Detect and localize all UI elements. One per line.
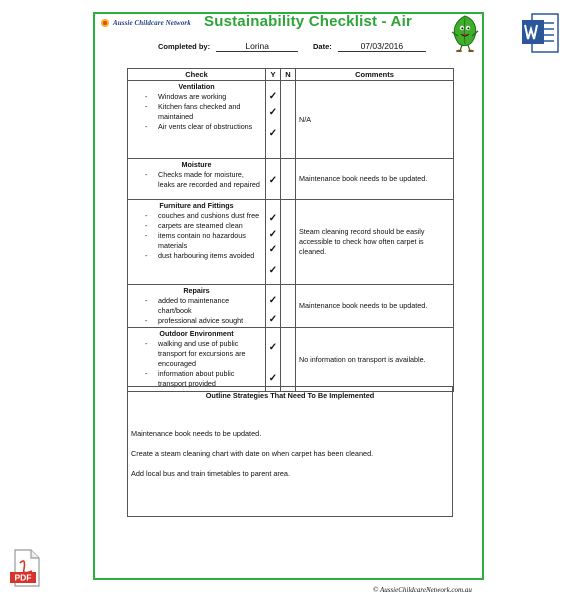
column-header-comments: Comments — [296, 69, 454, 81]
yes-cell — [266, 159, 281, 200]
check-cell — [128, 285, 266, 328]
tick-icon: ✓ — [268, 229, 278, 240]
table-row — [128, 285, 454, 328]
comment-text: Maintenance book needs to be updated. — [299, 174, 428, 183]
strategies-title: Outline Strategies That Need To Be Implemented — [205, 391, 375, 400]
tick-icon: ✓ — [268, 314, 278, 325]
yes-cell — [266, 328, 281, 392]
word-document-icon[interactable] — [520, 11, 560, 55]
check-item: - Air vents clear of obstructions — [128, 122, 265, 132]
no-cell — [281, 328, 296, 392]
check-item: - carpets are steamed clean — [128, 221, 265, 231]
tick-icon: ✓ — [268, 175, 278, 186]
section-title: Repairs — [183, 286, 210, 295]
check-item: - information about public transport provided — [128, 369, 265, 389]
check-item: - couches and cushions dust free — [128, 211, 265, 221]
completed-by-label: Completed by: — [158, 42, 211, 51]
pdf-document-icon[interactable] — [10, 549, 42, 587]
strategy-line: Create a steam cleaning chart with date on when carpet has been cleaned. — [131, 449, 374, 458]
tick-icon: ✓ — [268, 128, 278, 139]
check-item: - added to maintenance chart/book — [128, 296, 265, 316]
comment-cell — [296, 81, 454, 159]
logo — [100, 16, 191, 30]
yes-cell — [266, 200, 281, 285]
tick-icon: ✓ — [268, 107, 278, 118]
check-item: - items contain no hazardous materials — [128, 231, 265, 251]
check-item: - Kitchen fans checked and maintained — [128, 102, 265, 122]
table-row — [128, 159, 454, 200]
table-row — [128, 81, 454, 159]
comment-cell — [296, 328, 454, 392]
check-item: - dust harbouring items avoided — [128, 251, 265, 261]
copyright-footer: © AussieChildcareNetwork.com.au — [373, 586, 472, 594]
strategy-line: Maintenance book needs to be updated. — [131, 429, 262, 438]
no-cell — [281, 159, 296, 200]
comment-cell — [296, 285, 454, 328]
column-header-n: N — [281, 69, 296, 81]
date-label: Date: — [313, 42, 332, 51]
page-title: Sustainability Checklist - Air — [204, 13, 412, 30]
check-cell — [128, 328, 266, 392]
date-value: 07/03/2016 — [338, 42, 426, 52]
tick-icon: ✓ — [268, 213, 278, 224]
yes-cell — [266, 285, 281, 328]
section-title: Outdoor Environment — [159, 329, 234, 338]
no-cell — [281, 81, 296, 159]
section-title: Ventilation — [178, 82, 215, 91]
no-cell — [281, 285, 296, 328]
comment-text: Steam cleaning record should be easily accessible to check how often carpet is cleaned. — [299, 227, 425, 256]
strategy-line: Add local bus and train timetables to parent area. — [131, 469, 291, 478]
svg-text:PDF: PDF — [14, 572, 32, 583]
checklist-table — [127, 68, 454, 392]
section-title: Furniture and Fittings — [159, 201, 234, 210]
no-cell — [281, 200, 296, 285]
strategies-box — [127, 386, 453, 517]
green-leaf-mascot-icon — [450, 14, 480, 52]
check-item: - walking and use of public transport for excursions are encouraged — [128, 339, 265, 369]
completed-by-value: Lorina — [216, 42, 298, 52]
column-header-y: Y — [266, 69, 281, 81]
comment-cell — [296, 200, 454, 285]
comment-text: N/A — [299, 114, 311, 124]
comment-text: No information on transport is available. — [299, 354, 426, 364]
table-row — [128, 200, 454, 285]
yes-cell — [266, 81, 281, 159]
check-item: - professional advice sought — [128, 316, 265, 326]
tick-icon: ✓ — [268, 295, 278, 306]
table-header-row — [128, 69, 454, 81]
logo-text: Aussie Childcare Network — [113, 19, 191, 27]
completed-by-field — [158, 42, 298, 52]
section-title: Moisture — [181, 160, 212, 169]
tick-icon: ✓ — [268, 91, 278, 102]
check-item: - Checks made for moisture, leaks are recorded and repaired — [128, 170, 265, 190]
tick-icon: ✓ — [268, 265, 278, 276]
date-field — [313, 42, 426, 52]
tick-icon: ✓ — [268, 342, 278, 353]
tick-icon: ✓ — [268, 373, 278, 384]
check-cell — [128, 81, 266, 159]
column-header-check: Check — [128, 69, 266, 81]
check-item: - Windows are working — [128, 92, 265, 102]
table-row — [128, 328, 454, 392]
comment-cell — [296, 159, 454, 200]
check-cell — [128, 200, 266, 285]
logo-sun-icon — [100, 18, 110, 28]
check-cell — [128, 159, 266, 200]
tick-icon: ✓ — [268, 244, 278, 255]
comment-text: Maintenance book needs to be updated. — [299, 301, 428, 310]
